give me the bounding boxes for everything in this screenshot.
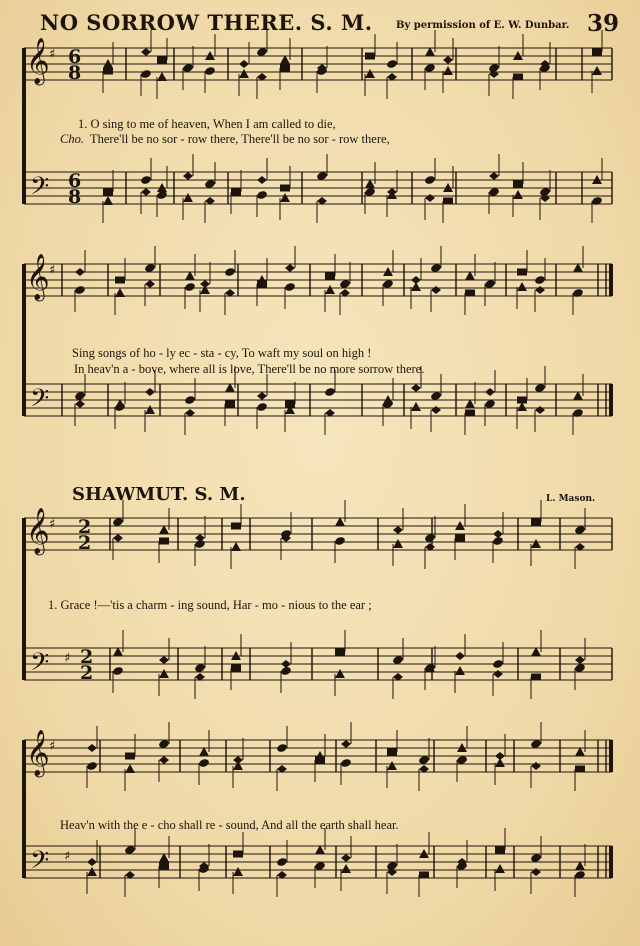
note-head-diamond — [393, 526, 403, 534]
note-head-diamond — [485, 388, 495, 396]
note-head-square — [280, 65, 290, 72]
note-head-triangle — [531, 539, 541, 548]
page-number: 39 — [587, 10, 620, 37]
note-head-square — [531, 519, 541, 526]
note-head-oval — [112, 666, 124, 676]
bass-clef-icon: 𝄢 — [30, 648, 50, 683]
note-head-oval — [276, 743, 288, 753]
note-head-diamond — [257, 392, 267, 400]
song1-verse-line2: Sing songs of ho - ly ec - sta - cy, To waft my soul on high ! — [72, 346, 372, 360]
note-head-diamond — [281, 660, 291, 668]
note-head-triangle — [592, 66, 602, 75]
note-head-triangle — [517, 282, 527, 291]
note-head-square — [513, 74, 523, 81]
note-head-diamond — [239, 60, 249, 68]
note-head-square — [531, 674, 541, 681]
song1-permission: By permission of E. W. Dunbar. — [396, 20, 570, 31]
note-head-square — [495, 847, 505, 854]
note-head-diamond — [341, 854, 351, 862]
song1-chorus-line1: There'll be no sor - row there, There'll be no sor - row there, — [90, 132, 390, 146]
note-head-triangle — [157, 72, 167, 81]
note-head-oval — [572, 288, 584, 298]
note-head-square — [257, 281, 267, 288]
note-head-diamond — [257, 176, 267, 184]
note-head-triangle — [231, 542, 241, 551]
note-head-square — [315, 757, 325, 764]
note-head-oval — [276, 857, 288, 867]
time-signature: 2 — [80, 646, 94, 668]
note-head-diamond — [87, 858, 97, 866]
note-head-diamond — [87, 744, 97, 752]
note-head-square — [455, 535, 465, 542]
note-head-triangle — [495, 864, 505, 873]
time-signature: 8 — [68, 62, 82, 84]
note-head-square — [592, 49, 602, 56]
time-signature: 8 — [68, 186, 82, 208]
note-head-triangle — [411, 282, 421, 291]
note-head-oval — [386, 59, 398, 69]
note-head-diamond — [341, 740, 351, 748]
note-head-square — [517, 269, 527, 276]
note-head-diamond — [141, 188, 151, 196]
note-head-diamond — [141, 48, 151, 56]
note-head-square — [325, 273, 335, 280]
note-head-oval — [334, 536, 346, 546]
bass-clef-icon: 𝄢 — [30, 846, 50, 881]
note-head-oval — [256, 190, 268, 200]
song1-title: NO SORROW THERE. S. M. — [40, 10, 373, 35]
note-head-triangle — [341, 864, 351, 873]
note-head-square — [115, 277, 125, 284]
song1-chorus-line2: In heav'n a - bove, where all is love, There'll be no more sorrow there. — [74, 362, 425, 376]
note-head-square — [419, 872, 429, 879]
note-head-oval — [74, 285, 86, 295]
note-head-triangle — [393, 539, 403, 548]
note-head-diamond — [145, 388, 155, 396]
treble-clef-icon: 𝄞 — [26, 730, 50, 776]
time-signature: 6 — [68, 46, 82, 68]
note-head-oval — [140, 175, 152, 185]
sharp-icon: ♯ — [49, 517, 56, 532]
note-head-diamond — [159, 756, 169, 764]
note-head-square — [443, 198, 453, 205]
note-head-square — [231, 665, 241, 672]
note-head-square — [125, 753, 135, 760]
note-head-diamond — [183, 172, 193, 180]
note-head-square — [231, 523, 241, 530]
note-head-oval — [224, 267, 236, 277]
note-head-diamond — [75, 268, 85, 276]
note-head-triangle — [233, 761, 243, 770]
song2-title: SHAWMUT. S. M. — [72, 484, 246, 505]
song1-verse-line1: 1. O sing to me of heaven, When I am called to die, — [78, 117, 336, 131]
note-head-diamond — [425, 194, 435, 202]
sharp-icon: ♯ — [49, 739, 56, 754]
note-head-diamond — [285, 264, 295, 272]
note-head-triangle — [387, 761, 397, 770]
note-head-triangle — [125, 764, 135, 773]
note-head-diamond — [455, 652, 465, 660]
note-head-triangle — [233, 867, 243, 876]
note-head-oval — [284, 282, 296, 292]
note-head-oval — [256, 402, 268, 412]
song2-composer: L. Mason. — [546, 494, 596, 504]
note-head-square — [231, 189, 241, 196]
note-head-square — [465, 290, 475, 297]
note-head-oval — [492, 536, 504, 546]
note-head-oval — [492, 659, 504, 669]
sharp-icon: ♯ — [49, 47, 56, 62]
sharp-icon: ♯ — [49, 263, 56, 278]
note-head-diamond — [531, 762, 541, 770]
note-head-diamond — [531, 868, 541, 876]
note-head-oval — [591, 196, 603, 206]
song2-verse-line1: 1. Grace !—'tis a charm - ing sound, Har - mo - nious to the ear ; — [48, 598, 372, 612]
note-head-triangle — [495, 758, 505, 767]
note-head-triangle — [513, 190, 523, 199]
note-head-triangle — [115, 288, 125, 297]
note-head-diamond — [411, 384, 421, 392]
note-head-square — [280, 185, 290, 192]
note-head-oval — [324, 387, 336, 397]
sharp-icon: ♯ — [64, 651, 71, 666]
note-head-triangle — [455, 666, 465, 675]
treble-clef-icon: 𝄞 — [26, 508, 50, 554]
note-head-diamond — [540, 194, 550, 202]
note-head-diamond — [145, 280, 155, 288]
note-head-square — [103, 189, 113, 196]
note-head-diamond — [431, 286, 441, 294]
note-head-diamond — [493, 670, 503, 678]
note-head-oval — [534, 275, 546, 285]
note-head-square — [575, 766, 585, 773]
note-head-oval — [280, 666, 292, 676]
note-head-oval — [574, 870, 586, 880]
note-head-oval — [140, 69, 152, 79]
note-head-oval — [184, 282, 196, 292]
note-head-triangle — [159, 669, 169, 678]
note-head-square — [225, 401, 235, 408]
time-signature: 2 — [78, 532, 92, 554]
note-head-square — [159, 863, 169, 870]
song2-verse-line2: Heav'n with the e - cho shall re - sound, And all the earth shall hear. — [60, 818, 399, 832]
note-head-oval — [194, 539, 206, 549]
time-signature: 6 — [68, 170, 82, 192]
note-head-oval — [198, 758, 210, 768]
note-head-oval — [204, 66, 216, 76]
note-head-diamond — [493, 530, 503, 538]
song1-chorus-label: Cho. — [60, 132, 84, 146]
note-head-square — [387, 749, 397, 756]
note-head-triangle — [200, 285, 210, 294]
note-head-triangle — [325, 285, 335, 294]
treble-clef-icon: 𝄞 — [26, 38, 50, 84]
note-head-oval — [114, 402, 126, 412]
note-head-triangle — [365, 69, 375, 78]
note-head-diamond — [431, 406, 441, 414]
note-head-oval — [340, 758, 352, 768]
note-head-triangle — [145, 405, 155, 414]
note-head-triangle — [411, 402, 421, 411]
note-head-square — [513, 181, 523, 188]
note-head-diamond — [113, 534, 123, 542]
note-head-square — [103, 68, 113, 75]
note-head-diamond — [575, 656, 585, 664]
note-head-triangle — [87, 867, 97, 876]
note-head-oval — [184, 395, 196, 405]
note-head-square — [157, 57, 167, 64]
note-head-triangle — [280, 193, 290, 202]
note-head-square — [365, 53, 375, 60]
note-head-square — [159, 538, 169, 545]
note-head-oval — [86, 761, 98, 771]
note-head-triangle — [103, 196, 113, 205]
note-head-oval — [572, 408, 584, 418]
note-head-square — [465, 410, 475, 417]
note-head-diamond — [489, 70, 499, 78]
note-head-diamond — [75, 400, 85, 408]
note-head-diamond — [535, 406, 545, 414]
note-head-triangle — [443, 66, 453, 75]
note-head-triangle — [183, 193, 193, 202]
note-head-diamond — [489, 172, 499, 180]
note-head-diamond — [387, 868, 397, 876]
note-head-diamond — [535, 286, 545, 294]
treble-clef-icon: 𝄞 — [26, 254, 50, 300]
note-head-diamond — [443, 56, 453, 64]
bass-clef-icon: 𝄢 — [30, 384, 50, 419]
note-head-oval — [424, 175, 436, 185]
sharp-icon: ♯ — [64, 849, 71, 864]
time-signature: 2 — [80, 662, 94, 684]
note-head-square — [335, 649, 345, 656]
note-head-diamond — [159, 656, 169, 664]
bass-clef-icon: 𝄢 — [30, 172, 50, 207]
note-head-triangle — [335, 669, 345, 678]
note-head-square — [233, 851, 243, 858]
time-signature: 2 — [78, 516, 92, 538]
note-head-triangle — [239, 69, 249, 78]
